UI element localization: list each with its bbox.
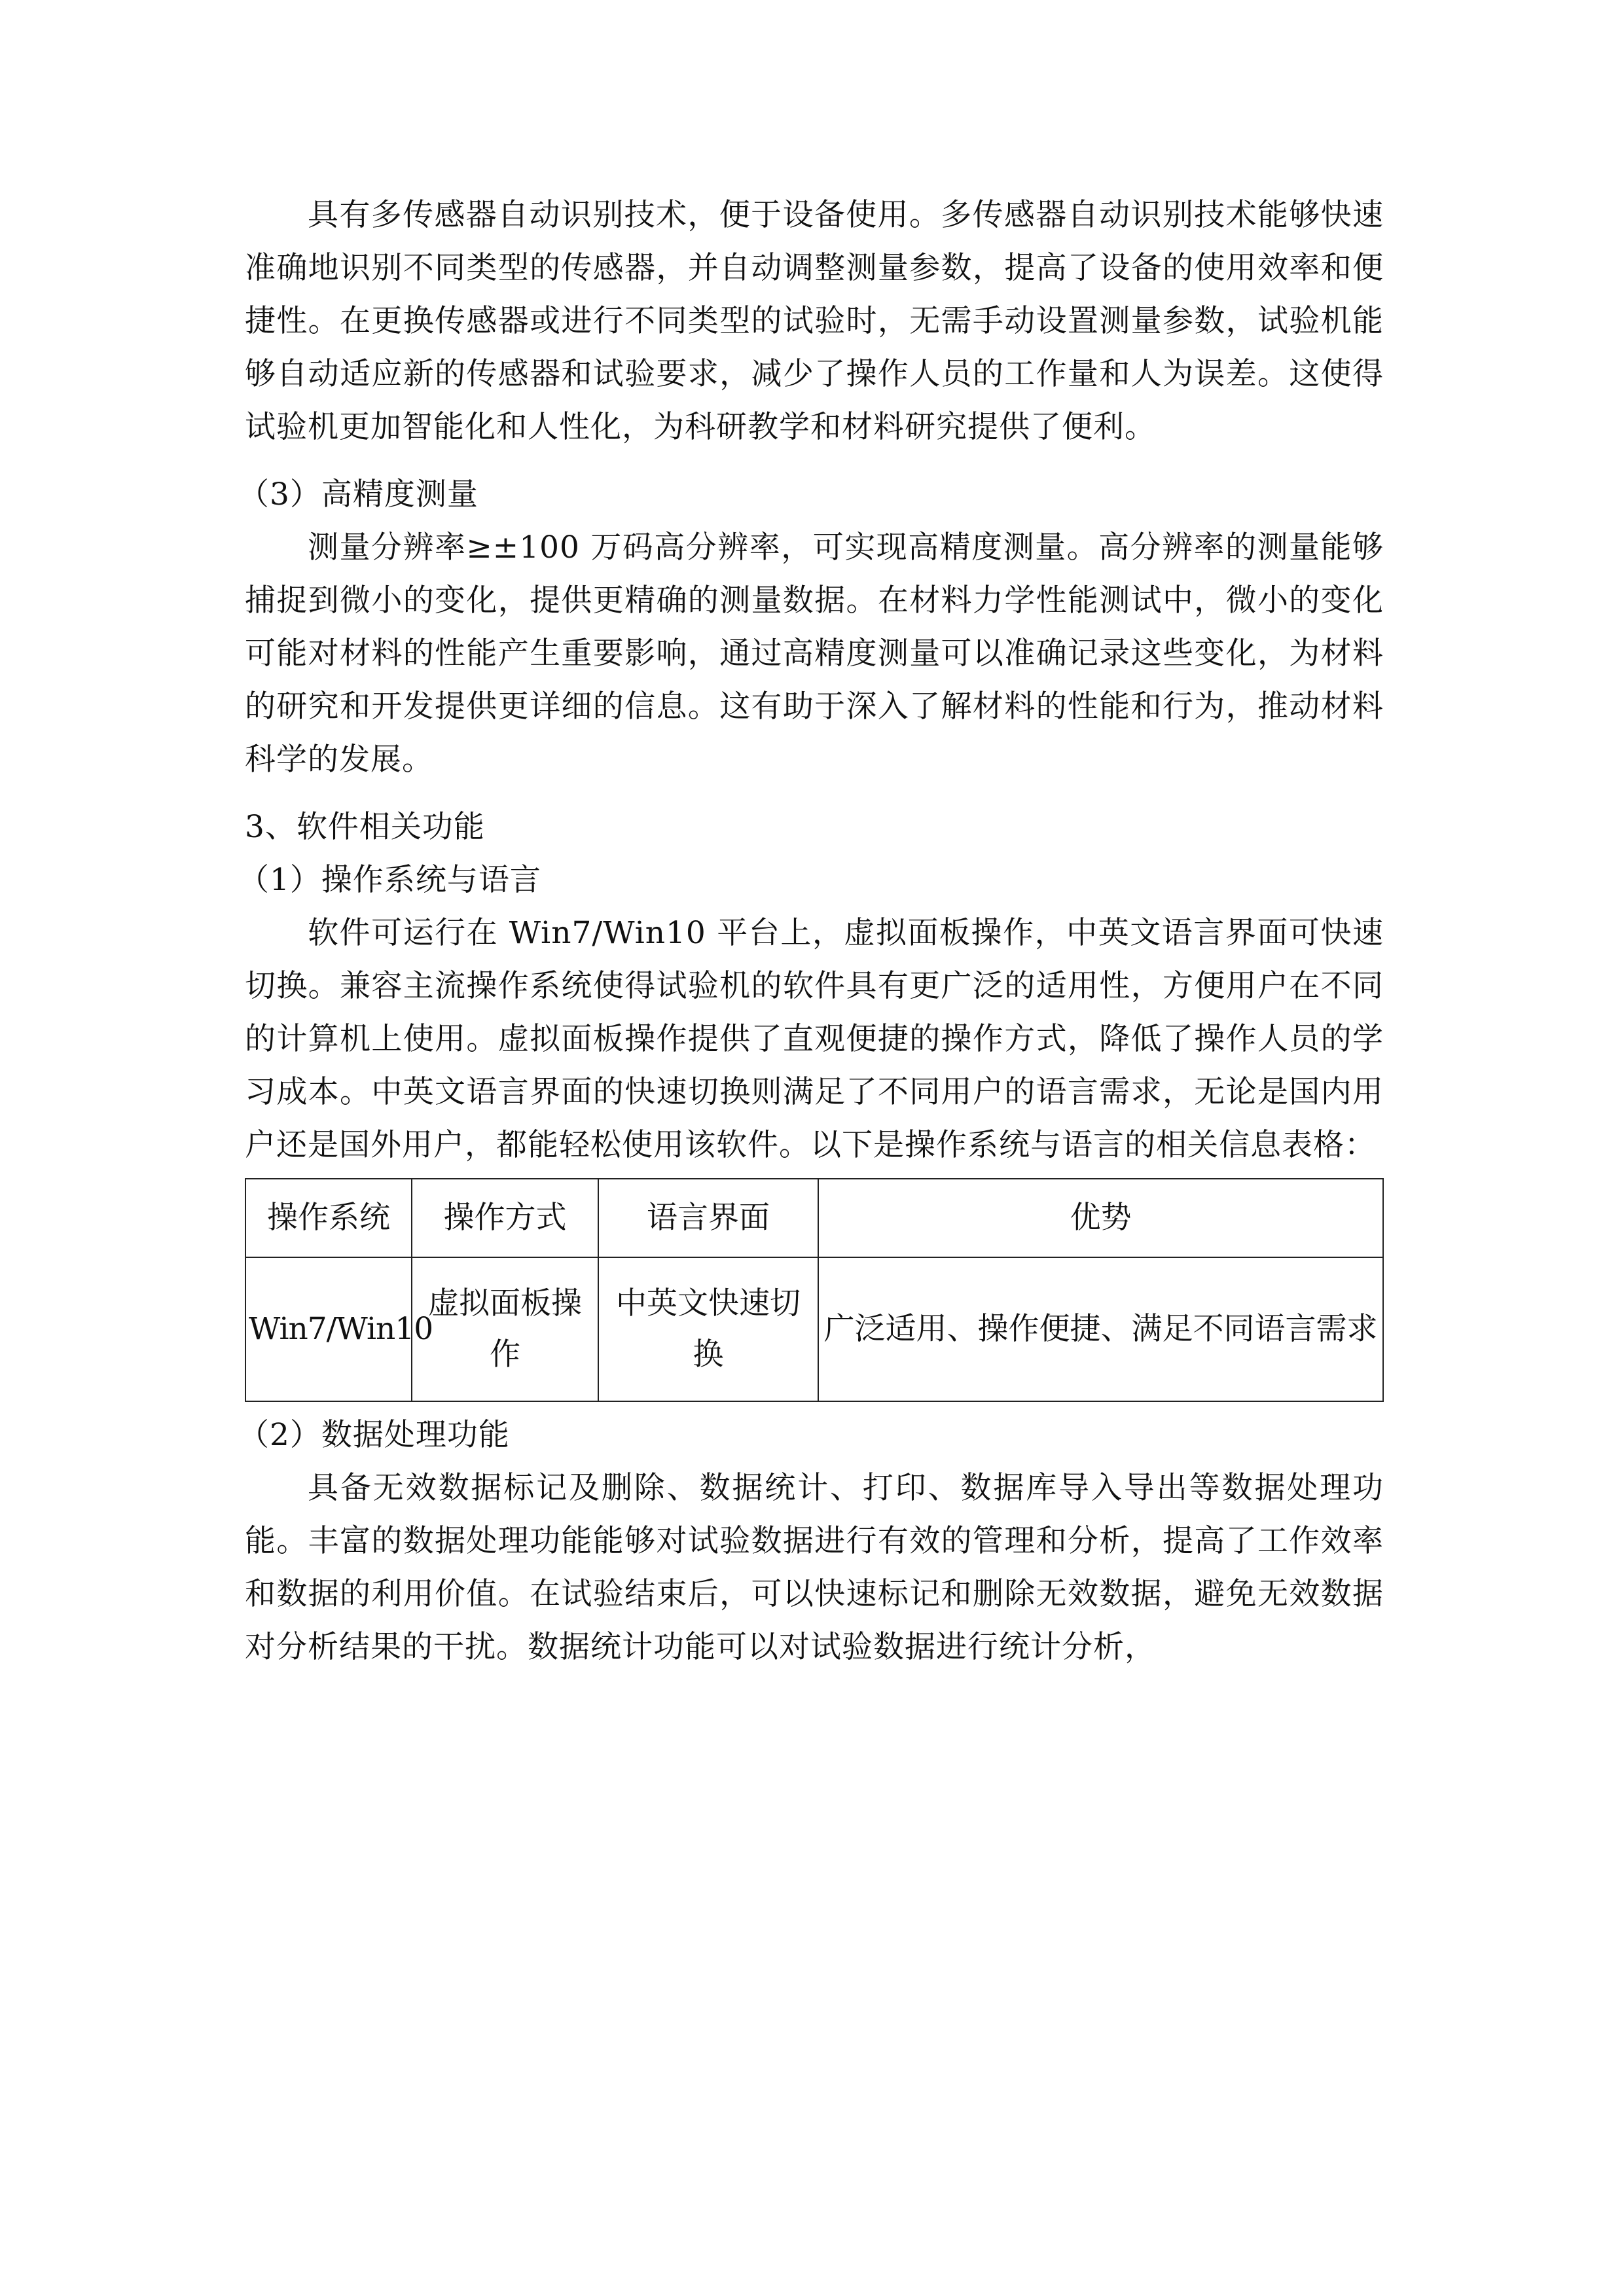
paragraph-data-processing: 具备无效数据标记及删除、数据统计、打印、数据库导入导出等数据处理功能。丰富的数据处理功能能够对试验数据进行有效的管理和分析，提高了工作效率和数据的利用价值。在试验结束后，可以快速标记和删除无效数据，避免无效数据对分析结果的干扰。数据统计功能可以对试验数据进行统计分析， (245, 1470, 1384, 1665)
paragraph-high-precision: 测量分辨率≥±100 万码高分辨率，可实现高精度测量。高分辨率的测量能够捕捉到微小的变化，提供更精确的测量数据。在材料力学性能测试中，微小的变化可能对材料的性能产生重要影响，通过高精度测量可以准确记录这些变化，为材料的研究和开发提供更详细的信息。这有助于深入了解材料的性能和行为，推动材料科学的发展。 (245, 529, 1384, 778)
os-language-table (245, 1178, 1384, 1402)
section-software-functions: 3、软件相关功能 (245, 809, 485, 845)
table-header-os: 操作系统 (245, 1179, 412, 1257)
heading-os-language: （1）操作系统与语言 (238, 862, 541, 898)
table-header-operation: 操作方式 (412, 1179, 598, 1257)
table-cell-os: Win7/Win10 (245, 1257, 412, 1401)
table-cell-language: 中英文快速切换 (598, 1257, 818, 1401)
table-header-language: 语言界面 (598, 1179, 818, 1257)
document-page (238, 188, 1384, 1674)
heading-high-precision: （3）高精度测量 (238, 476, 478, 512)
paragraph-multi-sensor: 具有多传感器自动识别技术，便于设备使用。多传感器自动识别技术能够快速准确地识别不同类型的传感器，并自动调整测量参数，提高了设备的使用效率和便捷性。在更换传感器或进行不同类型的试验时，无需手动设置测量参数，试验机能够自动适应新的传感器和试验要求，减少了操作人员的工作量和人为误差。这使得试验机更加智能化和人性化，为科研教学和材料研究提供了便利。 (245, 197, 1384, 445)
table-row (245, 1257, 1383, 1401)
paragraph-os-language: 软件可运行在 Win7/Win10 平台上，虚拟面板操作，中英文语言界面可快速切换。兼容主流操作系统使得试验机的软件具有更广泛的适用性，方便用户在不同的计算机上使用。虚拟面板操作提供了直观便捷的操作方式，降低了操作人员的学习成本。中英文语言界面的快速切换则满足了不同用户的语言需求，无论是国内用户还是国外用户，都能轻松使用该软件。以下是操作系统与语言的相关信息表格： (245, 915, 1384, 1163)
table-header-row (245, 1179, 1383, 1257)
heading-data-processing: （2）数据处理功能 (238, 1417, 510, 1453)
table-header-advantage: 优势 (818, 1179, 1383, 1257)
table-cell-advantage: 广泛适用、操作便捷、满足不同语言需求 (818, 1257, 1383, 1401)
table-cell-operation: 虚拟面板操作 (412, 1257, 598, 1401)
